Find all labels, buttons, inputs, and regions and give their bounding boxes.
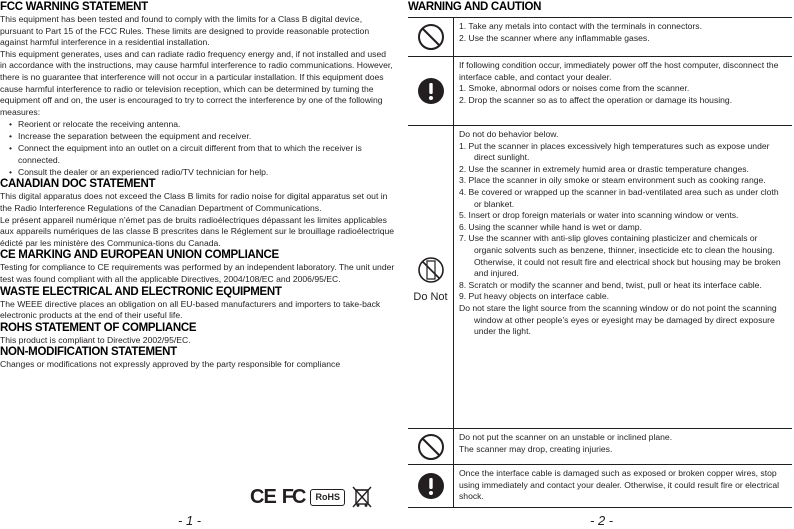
- do-not-disassemble-icon: [417, 251, 445, 289]
- ce-paragraph: Testing for compliance to CE requirements was performed by an independent laboratory. The unit under test was found compliant with all the applicable Directives, 2004/108/EC and 2006/95/EC.: [0, 262, 395, 284]
- table-row: [408, 429, 792, 465]
- page-number-left: - 1 -: [178, 513, 202, 528]
- list-item: 1. Put the scanner in places excessively high temperatures such as expose under direct sunlight.: [459, 140, 770, 163]
- list-item: 7. Use the scanner with anti-slip gloves containing plasticizer and chemicals or organic solvents such as benzene, thinner, insecticide etc to clean the housing. Otherwise, it could not result fire and electrical shock but housing may be broken and injured.: [459, 233, 781, 279]
- list-item: • Reorient or relocate the receiving antenna.: [0, 118, 395, 130]
- rohs-paragraph: This product is compliant to Directive 2002/95/EC.: [0, 334, 191, 345]
- table-row: [408, 18, 792, 57]
- list-item: 8. Scratch or modify the scanner and bend, twist, pull or heat its interface cable.: [459, 279, 762, 290]
- condition-intro: If following condition occur, immediately power off the host computer, disconnect the interface cable, and contact your dealer.: [459, 60, 779, 82]
- cable-warning: Once the interface cable is damaged such as exposed or broken copper wires, stop using immediately and contact your dealer. Otherwise, it could result fire or electrical shock.: [459, 468, 780, 502]
- prohibited-icon: [417, 433, 445, 461]
- fcc-logo: FC: [281, 485, 305, 508]
- prohibited-icon: [417, 23, 445, 51]
- exclamation-icon: [417, 77, 445, 105]
- list-item: 3. Place the scanner in oily smoke or steam environment such as cooking range.: [459, 175, 766, 186]
- prohibited-cell: [408, 18, 454, 56]
- list-item: 5. Insert or drop foreign materials or water into scanning window or vents.: [459, 210, 739, 221]
- fcc-paragraph-1: This equipment has been tested and found to comply with the limits for a Class B digital device, pursuant to Part 15 of the FCC Rules. These limits are designed to provide reasonable protection against harmful interference in a residential installation.: [0, 14, 370, 48]
- list-item: • Connect the equipment into an outlet on a circuit different from that to which the receiver is connected.: [0, 142, 395, 166]
- rohs-logo: RoHS: [310, 489, 345, 506]
- weee-paragraph: The WEEE directive places an obligation on all EU-based manufacturers and importers to take-back electronic products at the end of their useful life.: [0, 298, 381, 321]
- list-item: • Consult the dealer or an experienced radio/TV technician for help.: [0, 166, 395, 178]
- donot-label: Do Not: [413, 291, 448, 303]
- list-item: 2. Drop the scanner so as to affect the operation or damage its housing.: [459, 94, 733, 105]
- table-row: [408, 57, 792, 126]
- list-item: Do not stare the light source from the scanning window or do not point the scanning window at other people’s eyes or eyesight may be damaged by direct exposure under the light.: [459, 302, 777, 337]
- prohibited-cell: [408, 429, 454, 464]
- donot-cell: [408, 126, 454, 428]
- weee-bin-icon: [351, 485, 373, 509]
- left-page: [0, 0, 395, 371]
- doc-paragraph-2: Le présent appareil numérique n’émet pas de bruits radioélectriques dépassant les limites applicables aux appareils numériques de las classe B prescrites dans le Réglement sur le brouillage radioélectrique édicté par les ministère des Communica-tions du Canada.: [0, 214, 395, 248]
- warning-table: [408, 17, 792, 508]
- fcc-title: FCC WARNING STATEMENT: [0, 0, 148, 14]
- table-row: [408, 126, 792, 429]
- list-item: 1. Smoke, abnormal odors or noises come from the scanner.: [459, 83, 690, 94]
- cell-text: [454, 126, 792, 428]
- list-item: 4. Be covered or wrapped up the scanner in bad-ventilated area such as under cloth or blanket.: [459, 186, 779, 209]
- cell-text: [454, 429, 792, 464]
- ce-logo: CE: [250, 485, 276, 508]
- compliance-logos: [250, 485, 373, 509]
- list-item: 2. Use the scanner where any inflammable gases.: [459, 32, 650, 43]
- fcc-measures-list: [0, 118, 395, 178]
- weee-title: WASTE ELECTRICAL AND ELECTRONIC EQUIPMENT: [0, 285, 282, 298]
- doc-title: CANADIAN DOC STATEMENT: [0, 178, 156, 191]
- list-item: 1. Take any metals into contact with the terminals in connectors.: [459, 21, 702, 31]
- list-item: 9. Put heavy objects on interface cable.: [459, 291, 610, 302]
- list-item: 2. Use the scanner in extremely humid area or drastic temperature changes.: [459, 163, 749, 174]
- nonmod-title: NON-MODIFICATION STATEMENT: [0, 345, 177, 359]
- ce-title: CE MARKING AND EUROPEAN UNION COMPLIANCE: [0, 248, 279, 262]
- cell-text: [454, 465, 792, 507]
- list-item: 6. Using the scanner while hand is wet or damp.: [459, 221, 642, 232]
- warning-cell: [408, 465, 454, 507]
- page-number-right: - 2 -: [590, 513, 614, 528]
- list-item: The scanner may drop, creating injuries.: [459, 443, 613, 454]
- doc-paragraph-1: This digital apparatus does not exceed the Class B limits for radio noise for digital apparatus set out in the Radio Interference Regulations of the Canadian Department of Communications.: [0, 191, 388, 213]
- cell-text: [454, 57, 792, 125]
- fcc-paragraph-2: This equipment generates, uses and can radiate radio frequency energy and, if not installed and used in accordance with the instructions, may cause harmful interference to radio communications. However, there is no guarantee that interference will not occur in a particular installation. If this equipment does cause harmful interference to radio or television reception, which can be determined by turning the equipment off and on, the user is encouraged to try to correct the interference by one of the following measures:: [0, 48, 393, 117]
- rohs-title: ROHS STATEMENT OF COMPLIANCE: [0, 321, 197, 334]
- exclamation-icon: [417, 472, 445, 500]
- list-item: Do not put the scanner on an unstable or inclined plane.: [459, 432, 673, 442]
- warning-title: WARNING AND CAUTION: [408, 0, 542, 14]
- cell-text: [454, 18, 792, 56]
- list-item: • Increase the separation between the equipment and receiver.: [0, 130, 395, 142]
- behavior-intro: Do not do behavior below.: [459, 129, 559, 139]
- warning-cell: [408, 57, 454, 125]
- nonmod-paragraph: Changes or modifications not expressly approved by the party responsible for compliance: [0, 359, 341, 370]
- table-row: [408, 465, 792, 508]
